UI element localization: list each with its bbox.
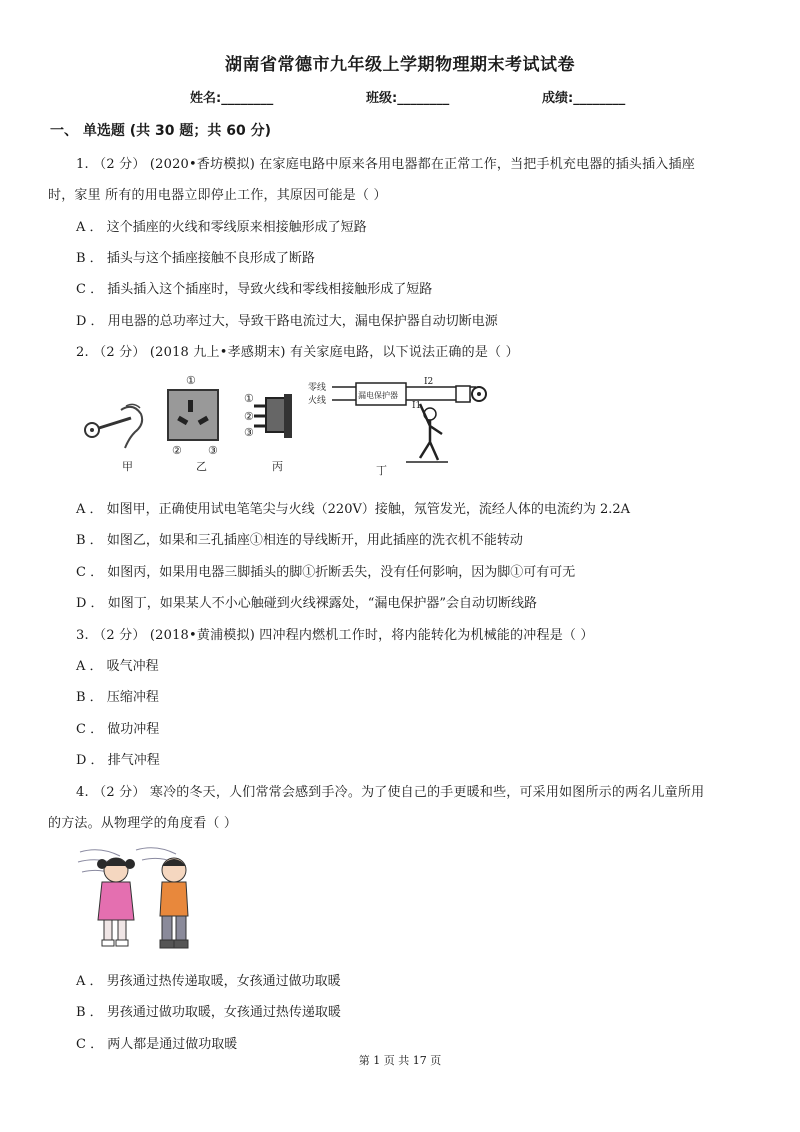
figure-label-bing: 丙 [272, 460, 283, 473]
q2-option-c[interactable]: C ． 如图丙，如果用电器三脚插头的脚①折断丢失，没有任何影响，因为脚①可有可无 [76, 565, 576, 580]
socket-pin-3: ③ [208, 444, 218, 457]
student-info-row [0, 87, 800, 107]
q4-option-a[interactable]: A ． 男孩通过热传递取暖，女孩通过做功取暖 [76, 974, 341, 989]
q4-option-b[interactable]: B ． 男孩通过做功取暖，女孩通过热传递取暖 [76, 1005, 341, 1020]
figure-yi-socket [168, 374, 218, 473]
exam-title: 湖南省常德市九年级上学期物理期末考试试卷 [225, 55, 575, 75]
q1-option-d[interactable]: D ． 用电器的总功率过大，导致干路电流过大，漏电保护器自动切断电源 [76, 314, 498, 329]
q2-circuit-figure [76, 370, 496, 480]
q1-option-b[interactable]: B ． 插头与这个插座接触不良形成了断路 [76, 251, 315, 266]
score-field[interactable] [542, 87, 625, 106]
current-i1-label: I1 [412, 401, 422, 411]
boy-figure [160, 858, 188, 948]
q3-option-b[interactable]: B ． 压缩冲程 [76, 690, 159, 705]
figure-label-yi: 乙 [196, 460, 207, 473]
q1-stem-line2: 时，家里 所有的用电器立即停止工作，其原因可能是（ ） [48, 188, 387, 203]
page-footer: 第 1 页 共 17 页 [358, 1054, 442, 1067]
current-i2-label: I2 [424, 377, 434, 387]
q2-option-b[interactable]: B ． 如图乙，如果和三孔插座①相连的导线断开，用此插座的洗衣机不能转动 [76, 533, 523, 548]
q1-option-c[interactable]: C ． 插头插入这个插座时，导致火线和零线相接触形成了短路 [76, 282, 433, 297]
zero-wire-label: 零线 [308, 383, 327, 393]
q3-option-a[interactable]: A ． 吸气冲程 [76, 659, 159, 674]
protector-label: 漏电保护器 [358, 391, 398, 400]
q4-children-figure [76, 842, 206, 957]
live-wire-label: 火线 [308, 396, 327, 406]
score-label: 成绩:________ [542, 91, 626, 106]
figure-label-jia: 甲 [122, 460, 133, 473]
q3-stem-line1: 3. （2 分） (2018•黄浦模拟) 四冲程内燃机工作时，将内能转化为机械能的冲程是（ ） [76, 628, 594, 643]
name-label: 姓名:________ [190, 91, 274, 106]
socket-pin-2: ② [172, 444, 182, 457]
q4-stem-line2: 的方法。从物理学的角度看（ ） [48, 816, 238, 831]
q2-option-d[interactable]: D ． 如图丁，如果某人不小心触碰到火线裸露处，“漏电保护器”会自动切断线路 [76, 596, 537, 611]
figure-bing-plug [244, 392, 292, 473]
q4-stem-line1: 4. （2 分） 寒冷的冬天，人们常常会感到手冷。为了使自己的手更暖和些，可采用如图所示的两名儿童所用 [76, 785, 705, 800]
q1-stem-line1: 1. （2 分） (2020•香坊模拟) 在家庭电路中原来各用电器都在正常工作，当把手机充电器的插头插入插座 [76, 157, 695, 172]
plug-pin-3: ③ [244, 426, 254, 439]
name-field[interactable] [190, 87, 273, 106]
q1-option-a[interactable]: A ． 这个插座的火线和零线原来相接触形成了短路 [76, 220, 367, 235]
class-field[interactable] [366, 87, 449, 106]
section-heading: 一、 单选题 (共 30 题；共 60 分) [50, 123, 272, 139]
q2-stem-line1: 2. （2 分） (2018 九上•孝感期末) 有关家庭电路，以下说法正确的是（ ） [76, 345, 519, 360]
q3-option-c[interactable]: C ． 做功冲程 [76, 722, 160, 737]
q4-option-c[interactable]: C ． 两人都是通过做功取暖 [76, 1037, 238, 1052]
q2-option-a[interactable]: A ． 如图甲，正确使用试电笔笔尖与火线（220V）接触，氖管发光，流经人体的电流约为 2.2A [76, 502, 631, 517]
figure-ding-protector [308, 377, 486, 477]
q3-option-d[interactable]: D ． 排气冲程 [76, 753, 160, 768]
socket-pin-1: ① [186, 374, 196, 387]
figure-label-ding: 丁 [376, 464, 387, 477]
class-label: 班级:________ [366, 91, 450, 106]
figure-jia-test-pen [85, 404, 142, 473]
plug-pin-2: ② [244, 410, 254, 423]
plug-pin-1: ① [244, 392, 254, 405]
